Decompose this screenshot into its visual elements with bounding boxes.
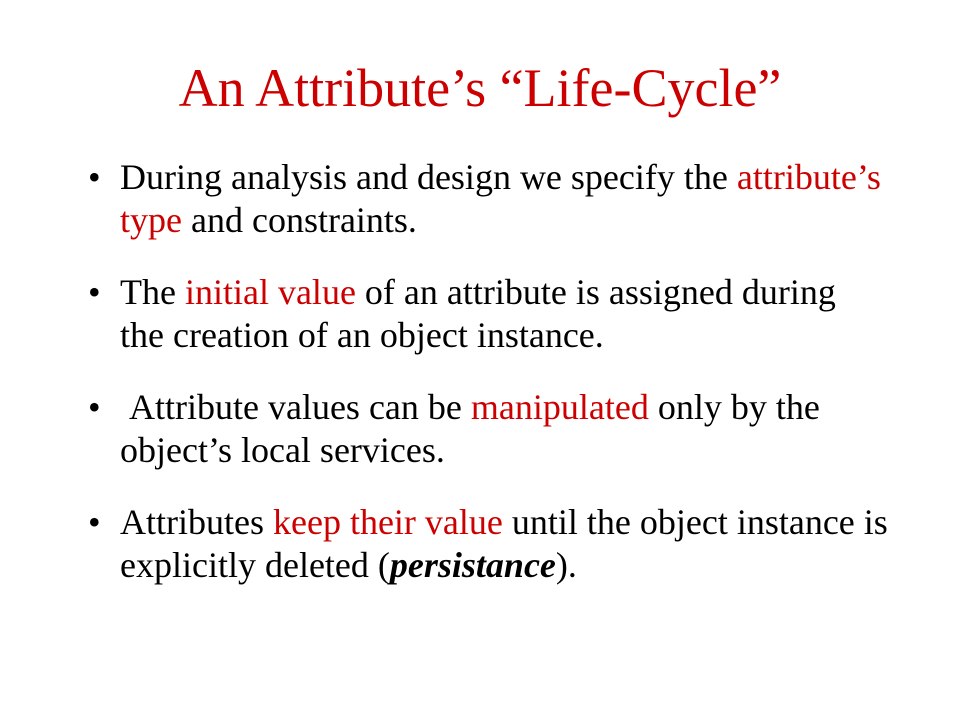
bullet-text: The (120, 272, 185, 312)
bullet-dot-icon: • (88, 157, 101, 197)
bullet-text: ). (555, 545, 577, 585)
bullet-dot-icon: • (88, 272, 101, 312)
bullet-text: and constraints. (181, 200, 417, 240)
bullet-text: until the object instance is explicitly deleted ( (120, 502, 888, 585)
bullet-list (88, 156, 888, 616)
bullet-text: of an attribute is assigned during the creation of an object instance. (120, 272, 836, 355)
bullet-text: During analysis and design we specify the (120, 157, 737, 197)
bullet-item-type-constraints (88, 156, 888, 242)
highlight-text: initial value (184, 272, 356, 312)
bullet-item-initial-value (88, 271, 888, 357)
highlight-text: manipulated (470, 387, 649, 427)
highlight-text: attribute’s type (120, 157, 881, 240)
bullet-dot-icon: • (88, 387, 101, 427)
bullet-item-persistence (88, 501, 888, 587)
bullet-item-manipulation (88, 386, 888, 472)
bullet-text: only by the object’s local services. (120, 387, 820, 470)
highlight-text: keep their value (272, 502, 503, 542)
bullet-dot-icon: • (88, 502, 101, 542)
slide-title: An Attribute’s “Life-Cycle” (178, 58, 782, 118)
bullet-text: Attributes (120, 502, 273, 542)
emphasis-text: persistance (389, 545, 556, 585)
bullet-text: Attribute values can be (120, 387, 471, 427)
